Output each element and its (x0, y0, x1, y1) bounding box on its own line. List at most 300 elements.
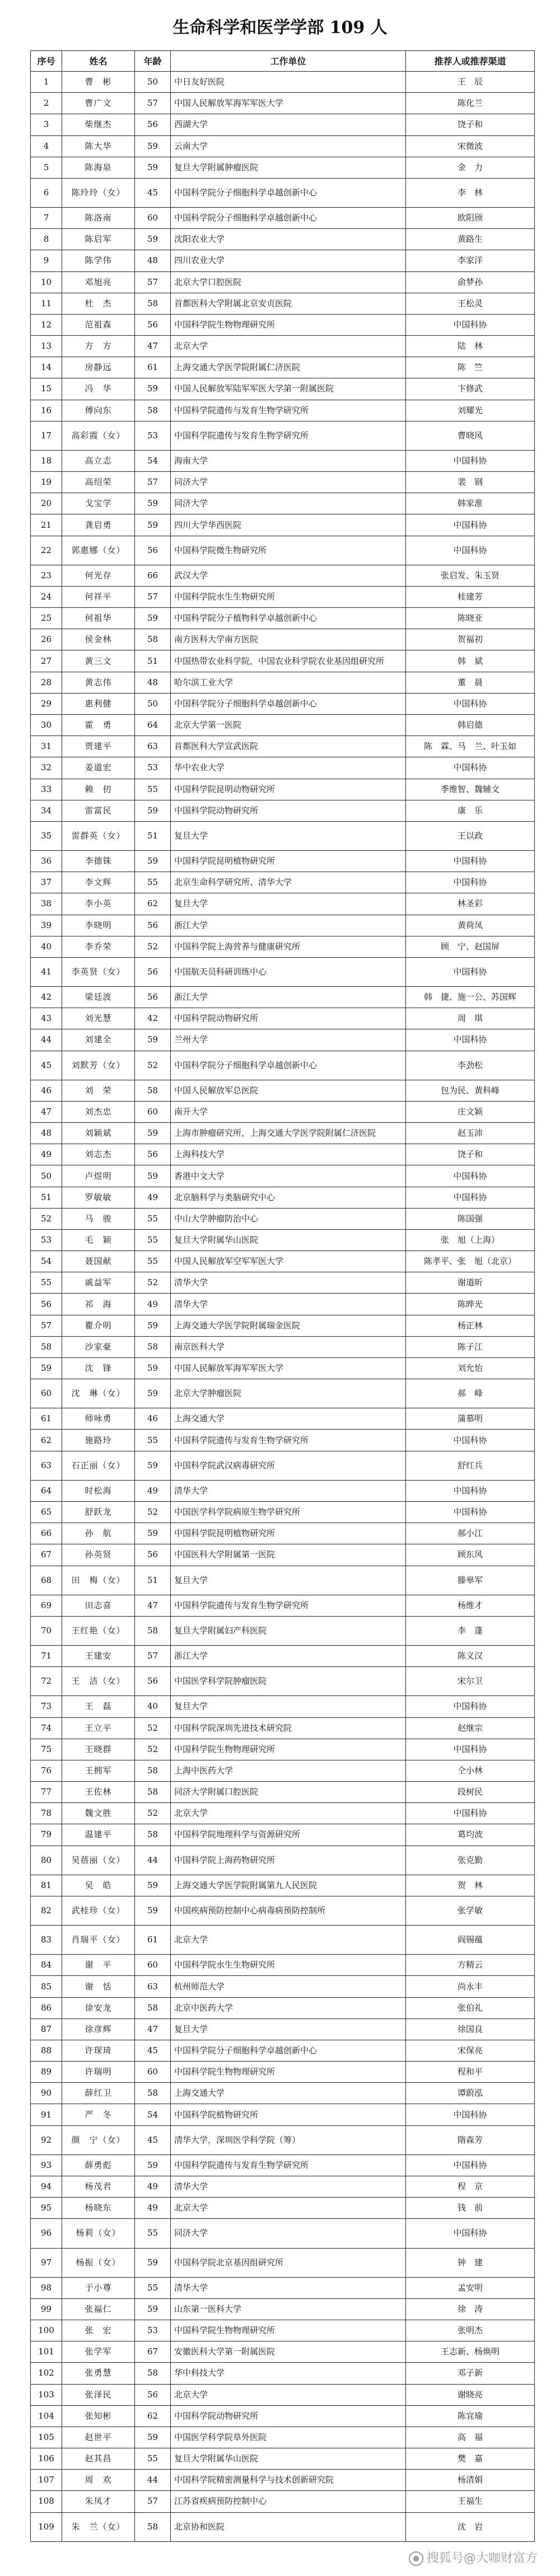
cell-age: 64 (135, 714, 171, 736)
cell-age: 52 (135, 1739, 171, 1760)
cell-unit: 中国科学院上海营养与健康研究所 (171, 936, 406, 957)
cell-no: 60 (31, 1379, 62, 1408)
cell-no: 25 (31, 608, 62, 629)
cell-age: 49 (135, 2176, 171, 2197)
cell-no: 59 (31, 1357, 62, 1379)
table-row (31, 672, 535, 693)
cell-recommender: 中国科协 (406, 1502, 535, 1523)
cell-unit: 中国人民解放军空军军医大学 (171, 1251, 406, 1272)
cell-age: 58 (135, 2083, 171, 2104)
cell-unit: 清华大学 (171, 1294, 406, 1315)
cell-age: 59 (135, 800, 171, 821)
cell-unit: 南方医科大学南方医院 (171, 629, 406, 650)
cell-age: 52 (135, 1717, 171, 1739)
cell-name: 谢 平 (62, 1955, 135, 1976)
cell-unit: 四川大学华西医院 (171, 514, 406, 536)
cell-recommender: 钱 前 (406, 2198, 535, 2219)
cell-unit: 中国热带农业科学院，中国农业科学院农业基因组研究所 (171, 650, 406, 672)
cell-no: 63 (31, 1451, 62, 1480)
cell-recommender: 王志新、杨焕明 (406, 2341, 535, 2363)
cell-name: 王建安 (62, 1646, 135, 1667)
cell-age: 63 (135, 1976, 171, 1997)
cell-recommender: 段树民 (406, 1782, 535, 1803)
table-row (31, 1101, 535, 1122)
cell-unit: 上海交通大学医学院附属瑞金医院 (171, 1315, 406, 1336)
cell-no: 12 (31, 314, 62, 335)
cell-no: 30 (31, 714, 62, 736)
table-row (31, 2248, 535, 2277)
cell-name: 杨晓东 (62, 2198, 135, 2219)
cell-unit: 安徽医科大学第一附属医院 (171, 2341, 406, 2363)
cell-name: 邓旭亮 (62, 271, 135, 293)
table-row (31, 1846, 535, 1875)
cell-name: 郭惠娜（女） (62, 536, 135, 565)
cell-recommender: 周 琪 (406, 1008, 535, 1029)
cell-age: 59 (135, 851, 171, 872)
table-row (31, 271, 535, 293)
cell-recommender: 曹晓风 (406, 421, 535, 450)
table-row (31, 800, 535, 821)
cell-recommender: 葛均波 (406, 1824, 535, 1846)
cell-recommender: 李家洋 (406, 250, 535, 271)
cell-name: 沈 锋 (62, 1357, 135, 1379)
cell-recommender: 刘耀光 (406, 400, 535, 421)
table-row (31, 2512, 535, 2541)
cell-no: 90 (31, 2083, 62, 2104)
cell-unit: 海南大学 (171, 450, 406, 471)
table-row (31, 1875, 535, 1896)
cell-age: 58 (135, 1616, 171, 1645)
cell-recommender: 饶子和 (406, 114, 535, 135)
table-row (31, 1272, 535, 1294)
cell-recommender: 孟安明 (406, 2277, 535, 2298)
cell-no: 29 (31, 693, 62, 714)
cell-unit: 首都医科大学宣武医院 (171, 736, 406, 757)
table-row (31, 114, 535, 135)
cell-unit: 复旦大学附属华山医院 (171, 2448, 406, 2470)
cell-unit: 北京大学口腔医院 (171, 271, 406, 293)
cell-age: 42 (135, 1008, 171, 1029)
cell-no: 19 (31, 472, 62, 493)
cell-unit: 北京脑科学与类脑研究中心 (171, 1187, 406, 1208)
cell-age: 59 (135, 514, 171, 536)
cell-age: 55 (135, 1251, 171, 1272)
cell-recommender: 中国科协 (406, 1803, 535, 1824)
cell-recommender: 王 辰 (406, 72, 535, 93)
cell-unit: 中国科学院遗传与发育生物学研究所 (171, 2155, 406, 2176)
cell-unit: 复旦大学 (171, 821, 406, 850)
cell-age: 59 (135, 1165, 171, 1187)
cell-unit: 杭州师范大学 (171, 1976, 406, 1997)
cell-name: 张学军 (62, 2341, 135, 2363)
cell-name: 范祖森 (62, 314, 135, 335)
cell-no: 105 (31, 2427, 62, 2448)
table-row (31, 851, 535, 872)
cell-name: 刘 荣 (62, 1080, 135, 1101)
table-row (31, 1997, 535, 2018)
cell-unit: 北京大学 (171, 336, 406, 357)
cell-recommender: 包为民、黄科峰 (406, 1080, 535, 1101)
cell-age: 59 (135, 135, 171, 157)
cell-no: 104 (31, 2405, 62, 2427)
cell-age: 52 (135, 1051, 171, 1080)
watermark-text: 搜狐号@大咖财富方 (426, 2551, 538, 2565)
cell-age: 58 (135, 2512, 171, 2541)
cell-recommender: 中国科协 (406, 872, 535, 893)
cell-recommender: 林圣彩 (406, 893, 535, 915)
table-row (31, 2104, 535, 2125)
table-row (31, 1566, 535, 1595)
table-row (31, 2155, 535, 2176)
cell-name: 李文辉 (62, 872, 135, 893)
cell-name: 侯金林 (62, 629, 135, 650)
cell-no: 85 (31, 1976, 62, 1997)
table-row (31, 450, 535, 471)
cell-recommender: 中国科协 (406, 957, 535, 986)
cell-no: 57 (31, 1315, 62, 1336)
table-row (31, 1408, 535, 1430)
cell-no: 21 (31, 514, 62, 536)
cell-age: 55 (135, 1430, 171, 1451)
cell-unit: 浙江大学 (171, 1646, 406, 1667)
table-row (31, 1251, 535, 1272)
cell-name: 罗敏敏 (62, 1187, 135, 1208)
cell-recommender: 裴 钢 (406, 472, 535, 493)
cell-name: 毛 颖 (62, 1229, 135, 1250)
cell-name: 王 洁（女） (62, 1667, 135, 1696)
cell-age: 55 (135, 1229, 171, 1250)
cell-no: 67 (31, 1544, 62, 1566)
cell-unit: 武汉大学 (171, 565, 406, 586)
table-row (31, 608, 535, 629)
cell-unit: 云南大学 (171, 135, 406, 157)
cell-unit: 中国科学院动物研究所 (171, 1008, 406, 1029)
cell-recommender: 陈 竺 (406, 357, 535, 378)
cell-no: 68 (31, 1566, 62, 1595)
cell-name: 时松海 (62, 1480, 135, 1501)
cell-unit: 中国医学科学院阜外医院 (171, 2427, 406, 2448)
cell-age: 59 (135, 1029, 171, 1051)
cell-name: 谢 恬 (62, 1976, 135, 1997)
table-row (31, 378, 535, 400)
cell-age: 59 (135, 2427, 171, 2448)
table-row (31, 2405, 535, 2427)
cell-unit: 中日友好医院 (171, 72, 406, 93)
cell-age: 57 (135, 2491, 171, 2512)
cell-recommender: 杨正林 (406, 1315, 535, 1336)
cell-recommender: 赵玉沛 (406, 1123, 535, 1144)
cell-age: 59 (135, 1123, 171, 1144)
cell-no: 45 (31, 1051, 62, 1080)
cell-recommender: 刘允怡 (406, 1357, 535, 1379)
cell-name: 何祖华 (62, 608, 135, 629)
cell-no: 71 (31, 1646, 62, 1667)
table-row (31, 2341, 535, 2363)
cell-no: 91 (31, 2104, 62, 2125)
cell-no: 94 (31, 2176, 62, 2197)
cell-recommender: 高 福 (406, 2427, 535, 2448)
table-row (31, 1667, 535, 1696)
cell-age: 49 (135, 2198, 171, 2219)
cell-unit: 中山大学肿瘤防治中心 (171, 1208, 406, 1229)
cell-recommender: 陈宜瑜 (406, 2405, 535, 2427)
cell-age: 59 (135, 1379, 171, 1408)
cell-name: 雷群英（女） (62, 821, 135, 850)
table-row (31, 1523, 535, 1544)
cell-no: 32 (31, 757, 62, 779)
cell-no: 65 (31, 1502, 62, 1523)
table-header-row (31, 51, 535, 72)
cell-age: 57 (135, 271, 171, 293)
cell-unit: 中国航天员科研训练中心 (171, 957, 406, 986)
header-unit: 工作单位 (171, 51, 406, 72)
cell-recommender: 贺福初 (406, 629, 535, 650)
cell-name: 刘默芳（女） (62, 1051, 135, 1080)
cell-recommender: 中国科协 (406, 2219, 535, 2248)
cell-age: 55 (135, 779, 171, 800)
cell-recommender: 李 林 (406, 178, 535, 207)
cell-name: 李英贤（女） (62, 957, 135, 986)
cell-name: 许瑞明 (62, 2062, 135, 2083)
cell-age: 58 (135, 1336, 171, 1357)
cell-age: 57 (135, 93, 171, 114)
cell-age: 52 (135, 936, 171, 957)
table-row (31, 208, 535, 229)
cell-recommender: 程和平 (406, 2062, 535, 2083)
cell-recommender: 李劲松 (406, 1051, 535, 1080)
cell-no: 72 (31, 1667, 62, 1696)
cell-age: 56 (135, 1667, 171, 1696)
cell-no: 96 (31, 2219, 62, 2248)
table-row (31, 1229, 535, 1250)
cell-name: 贾建平 (62, 736, 135, 757)
cell-age: 45 (135, 178, 171, 207)
cell-recommender: 樊 嘉 (406, 2448, 535, 2470)
cell-no: 43 (31, 1008, 62, 1029)
cell-unit: 中国科学院生物物理研究所 (171, 2320, 406, 2341)
cell-unit: 中国科学院遗传与发育生物学研究所 (171, 1595, 406, 1616)
cell-recommender: 俞梦孙 (406, 271, 535, 293)
cell-unit: 上海市肿瘤研究所，上海交通大学医学院附属仁济医院 (171, 1123, 406, 1144)
cell-name: 黄三文 (62, 650, 135, 672)
cell-age: 40 (135, 1696, 171, 1717)
cell-age: 59 (135, 2298, 171, 2320)
cell-unit: 北京大学第一医院 (171, 714, 406, 736)
cell-recommender: 杨维才 (406, 1595, 535, 1616)
cell-no: 11 (31, 293, 62, 314)
cell-age: 59 (135, 1896, 171, 1925)
table-row (31, 157, 535, 178)
cell-unit: 上海交通大学医学院附属第九人民医院 (171, 1875, 406, 1896)
cell-no: 70 (31, 1616, 62, 1645)
cell-recommender: 滕皋军 (406, 1566, 535, 1595)
cell-unit: 中国科学院植物研究所 (171, 2104, 406, 2125)
cell-no: 75 (31, 1739, 62, 1760)
cell-no: 95 (31, 2198, 62, 2219)
cell-age: 62 (135, 893, 171, 915)
cell-unit: 北京大学 (171, 2198, 406, 2219)
cell-name: 武桂珍（女） (62, 1896, 135, 1925)
cell-no: 100 (31, 2320, 62, 2341)
cell-recommender: 陈国强 (406, 1208, 535, 1229)
cell-no: 81 (31, 1875, 62, 1896)
table-row (31, 400, 535, 421)
table-row (31, 1595, 535, 1616)
cell-age: 52 (135, 1272, 171, 1294)
cell-name: 田志喜 (62, 1595, 135, 1616)
cell-recommender: 中国科协 (406, 1430, 535, 1451)
cell-no: 44 (31, 1029, 62, 1051)
cell-name: 吴蓓丽（女） (62, 1846, 135, 1875)
cell-unit: 中国科学院地理科学与资源研究所 (171, 1824, 406, 1846)
cell-unit: 中国科学院分子细胞科学卓越创新中心 (171, 178, 406, 207)
cell-unit: 中国医学科学院肿瘤医院 (171, 1667, 406, 1696)
cell-unit: 中国人民解放军陆军军医大学第一附属医院 (171, 378, 406, 400)
cell-recommender: 韩 斌 (406, 650, 535, 672)
cell-age: 58 (135, 1782, 171, 1803)
cell-recommender: 李 蓬 (406, 1616, 535, 1645)
cell-unit: 中国医学科学院病原生物学研究所 (171, 1502, 406, 1523)
cell-no: 10 (31, 271, 62, 293)
cell-recommender: 黄荷凤 (406, 915, 535, 936)
cell-unit: 中国科学院分子植物科学卓越创新中心 (171, 608, 406, 629)
cell-age: 59 (135, 2155, 171, 2176)
cell-unit: 北京大学 (171, 2384, 406, 2405)
cell-unit: 上海交通大学 (171, 2083, 406, 2104)
table-row (31, 693, 535, 714)
cell-unit: 中国科学院动物研究所 (171, 2405, 406, 2427)
cell-recommender: 顾东风 (406, 1544, 535, 1566)
cell-age: 59 (135, 1315, 171, 1336)
cell-age: 59 (135, 608, 171, 629)
cell-name: 朱 兰（女） (62, 2512, 135, 2541)
cell-no: 61 (31, 1408, 62, 1430)
cell-no: 82 (31, 1896, 62, 1925)
cell-name: 傅向东 (62, 400, 135, 421)
nominee-table (30, 50, 534, 2542)
cell-age: 56 (135, 1544, 171, 1566)
table-row (31, 629, 535, 650)
cell-name: 何光存 (62, 565, 135, 586)
cell-age: 51 (135, 1566, 171, 1595)
table-row (31, 915, 535, 936)
cell-age: 55 (135, 2219, 171, 2248)
cell-recommender: 宋微波 (406, 135, 535, 157)
table-row (31, 1803, 535, 1824)
cell-unit: 清华大学 (171, 1272, 406, 1294)
cell-age: 55 (135, 1208, 171, 1229)
cell-unit: 复旦大学附属妇产科医院 (171, 1616, 406, 1645)
cell-recommender: 中国科协 (406, 1187, 535, 1208)
cell-no: 88 (31, 2040, 62, 2061)
cell-name: 周 欢 (62, 2470, 135, 2491)
cell-age: 49 (135, 1187, 171, 1208)
cell-no: 14 (31, 357, 62, 378)
cell-no: 49 (31, 1144, 62, 1165)
cell-name: 沙家豪 (62, 1336, 135, 1357)
cell-recommender: 中国科协 (406, 1739, 535, 1760)
cell-age: 44 (135, 1846, 171, 1875)
cell-age: 56 (135, 2384, 171, 2405)
cell-age: 61 (135, 1926, 171, 1955)
cell-recommender: 沈 岩 (406, 2512, 535, 2541)
cell-unit: 同济大学 (171, 472, 406, 493)
cell-unit: 中国科学院遗传与发育生物学研究所 (171, 421, 406, 450)
cell-age: 49 (135, 1480, 171, 1501)
cell-age: 56 (135, 114, 171, 135)
table-row (31, 1480, 535, 1501)
cell-no: 46 (31, 1080, 62, 1101)
table-row (31, 1782, 535, 1803)
table-row (31, 565, 535, 586)
cell-age: 52 (135, 1803, 171, 1824)
cell-age: 51 (135, 650, 171, 672)
cell-recommender: 中国科协 (406, 2155, 535, 2176)
cell-no: 35 (31, 821, 62, 850)
cell-recommender: 中国科协 (406, 2104, 535, 2125)
table-row (31, 872, 535, 893)
cell-unit: 中国科学院生物物理研究所 (171, 2062, 406, 2083)
table-row (31, 93, 535, 114)
cell-unit: 北京生命科学研究所、清华大学 (171, 872, 406, 893)
table-row (31, 1739, 535, 1760)
cell-age: 66 (135, 565, 171, 586)
cell-name: 高彩霞（女） (62, 421, 135, 450)
cell-unit: 南京医科大学 (171, 1336, 406, 1357)
cell-recommender: 欧阳颀 (406, 208, 535, 229)
cell-name: 刘光慧 (62, 1008, 135, 1029)
cell-name: 朱凤才 (62, 2491, 135, 2512)
cell-name: 薛勇彪 (62, 2155, 135, 2176)
cell-unit: 中国医科大学附属第一医院 (171, 1544, 406, 1566)
cell-name: 颜 宁（女） (62, 2125, 135, 2155)
table-body (31, 72, 535, 2542)
cell-name: 肖瑞平（女） (62, 1926, 135, 1955)
cell-unit: 中国科学院微生物研究所 (171, 536, 406, 565)
cell-recommender: 韩家淮 (406, 493, 535, 514)
cell-recommender: 中国科协 (406, 1165, 535, 1187)
cell-unit: 中国科学院水生生物研究所 (171, 586, 406, 607)
cell-name: 房静远 (62, 357, 135, 378)
table-row (31, 821, 535, 850)
table-row (31, 957, 535, 986)
cell-name: 严 冬 (62, 2104, 135, 2125)
cell-no: 38 (31, 893, 62, 915)
cell-recommender: 中国科协 (406, 314, 535, 335)
cell-recommender: 舒红兵 (406, 1451, 535, 1480)
cell-no: 33 (31, 779, 62, 800)
table-row (31, 1646, 535, 1667)
cell-recommender: 宋尔卫 (406, 1667, 535, 1696)
cell-name: 吴 皓 (62, 1875, 135, 1896)
cell-age: 56 (135, 1144, 171, 1165)
table-row (31, 1451, 535, 1480)
cell-recommender: 杨清娟 (406, 2470, 535, 2491)
cell-no: 42 (31, 987, 62, 1008)
cell-unit: 西湖大学 (171, 114, 406, 135)
cell-name: 陈洛南 (62, 208, 135, 229)
cell-name: 李晓明 (62, 915, 135, 936)
cell-no: 5 (31, 157, 62, 178)
cell-name: 刘颖斌 (62, 1123, 135, 1144)
table-row (31, 336, 535, 357)
cell-unit: 沈阳农业大学 (171, 229, 406, 250)
cell-unit: 中国人民解放军海军军医大学 (171, 93, 406, 114)
table-row (31, 1955, 535, 1976)
cell-recommender: 韩 捷、施一公、苏国辉 (406, 987, 535, 1008)
cell-name: 何祥平 (62, 586, 135, 607)
cell-recommender: 方精云 (406, 1955, 535, 1976)
